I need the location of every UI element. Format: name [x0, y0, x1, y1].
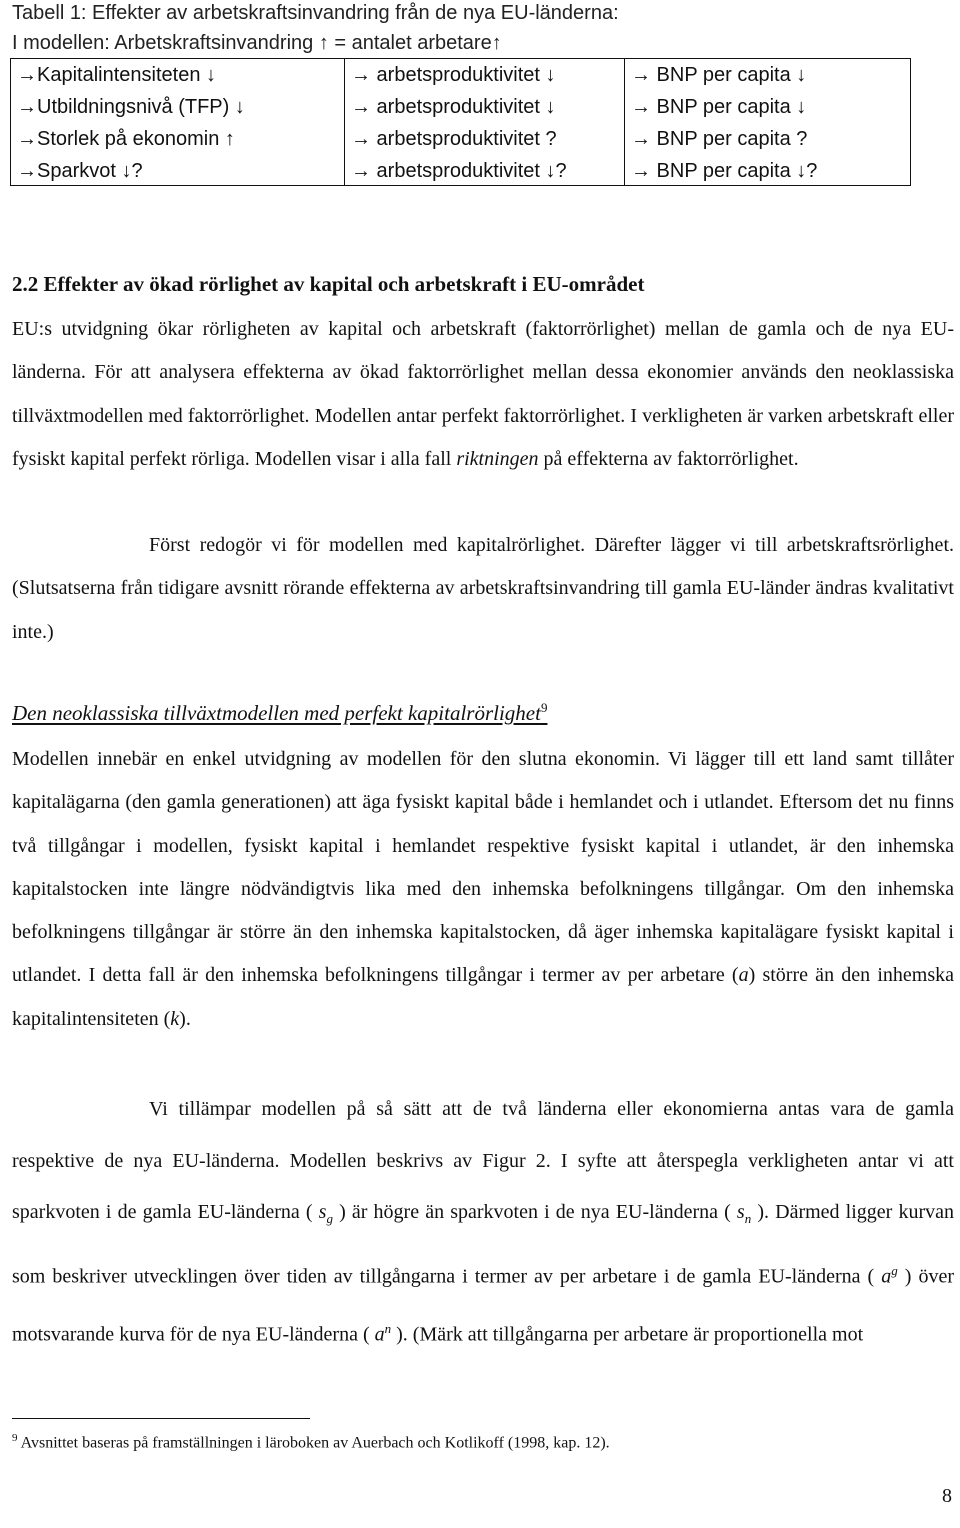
section-heading: 2.2 Effekter av ökad rörlighet av kapital och arbetskraft i EU-området — [12, 272, 645, 296]
paragraph-text: EU:s utvidgning ökar rörligheten av kapital och arbetskraft (faktorrörlighet) mellan de gamla och de nya EU-länderna. För att analysera effekterna av ökad faktorrörlighet mellan dessa ekonomier används den neoklassiska tillväxtmodellen med faktorrörlighet. Modellen antar perfekt faktorrörlighet. I verkligheten är varken arbetskraft eller fysiskt kapital perfekt rörliga. Modellen visar i alla fall — [12, 318, 954, 470]
table-cell: →Kapitalintensiteten ↓ — [17, 64, 217, 86]
paragraph-text: ) är högre än sparkvoten i de nya EU-länderna ( — [332, 1201, 737, 1223]
math-subscript: n — [744, 1211, 752, 1226]
math-symbol: a — [881, 1265, 892, 1288]
math-symbol: s — [318, 1201, 327, 1223]
paragraph-text: Modellen innebär en enkel utvidgning av modellen för den slutna ekonomin. Vi lägger till ett land samt tillåter kapitalägarna (den gamla generationen) att äga fysiskt kapital både i hemlandet och i utlandet. Eftersom det nu finns två tillgångar i modellen, fysiskt kapital i hemlandet respektive fysiskt kapital i utlandet, är den inhemska kapitalstocken inte längre nödvändigtvis lika med den inhemska befolkningens tillgångar. Om den inhemska befolkningens tillgångar är större än den inhemska kapitalstocken, då äger inhemska kapitalägare fysiskt kapital i utlandet. I detta fall är den inhemska befolkningens tillgångar i termer av per arbetare ( — [12, 748, 954, 987]
page-number: 8 — [942, 1485, 952, 1507]
table-cell: → arbetsproduktivitet ↓ — [351, 96, 556, 118]
body-paragraph: Först redogör vi för modellen med kapitalrörlighet. Därefter lägger vi till arbetskraftsrörlighet. (Slutsatserna från tidigare avsnitt rörande effekterna av arbetskraftsinvandring till gamla EU-länder ändras kvalitativt inte.) — [12, 534, 954, 643]
math-symbol: a — [738, 964, 749, 987]
body-paragraph — [12, 308, 954, 481]
footnote-mark: 9 — [12, 1432, 18, 1444]
body-paragraph — [12, 738, 954, 1041]
table-row — [11, 59, 910, 91]
math-symbol: k — [170, 1007, 180, 1030]
paragraph-text: på effekterna av faktorrörlighet. — [538, 447, 799, 470]
math-superscript: g — [891, 1262, 898, 1278]
table-cell: → arbetsproduktivitet ↓ — [351, 64, 556, 86]
math-subscript: g — [326, 1211, 333, 1226]
table-cell: → arbetsproduktivitet ? — [351, 128, 557, 150]
table-row — [11, 123, 910, 155]
paragraph-text: ). (Märk att tillgångarna per arbetare är proportionella mot — [391, 1323, 864, 1346]
paragraph-text: ) större än den inhemska kapitalintensiteten ( — [12, 964, 954, 1030]
table-row — [11, 155, 910, 187]
math-superscript: n — [384, 1320, 392, 1336]
table-caption-model: I modellen: Arbetskraftsinvandring ↑ = antalet arbetare↑ — [12, 32, 502, 54]
math-symbol: a — [374, 1323, 385, 1346]
math-symbol: s — [736, 1201, 745, 1223]
table-cell: →Storlek på ekonomin ↑ — [17, 128, 235, 150]
footnote-reference: 9 — [540, 700, 548, 715]
table-cell: → BNP per capita ↓ — [631, 64, 807, 86]
emphasis-text: riktningen — [456, 447, 539, 470]
paragraph-text: ) över motsvarande kurva för de nya EU-länderna ( — [12, 1265, 954, 1346]
paragraph-text: Vi tillämpar modellen på så sätt att de två länderna eller ekonomierna antas vara de gamla respektive de nya EU-länderna. Modellen beskrivs av Figur 2. I syfte att återspegla verkligheten antar vi att sparkvoten i de gamla EU-länderna ( — [12, 1098, 954, 1223]
table-cell: →Utbildningsnivå (TFP) ↓ — [17, 96, 245, 118]
subsection-heading — [12, 700, 547, 726]
table-cell: → BNP per capita ↓? — [631, 160, 818, 182]
table-cell: → BNP per capita ↓ — [631, 96, 807, 118]
table-cell: → arbetsproduktivitet ↓? — [351, 160, 567, 182]
footnote — [12, 1432, 610, 1452]
subsection-heading-text: Den neoklassiska tillväxtmodellen med perfekt kapitalrörlighet — [12, 701, 541, 725]
table-caption-title: Tabell 1: Effekter av arbetskraftsinvandring från de nya EU-länderna: — [12, 2, 619, 24]
table-cell: →Sparkvot ↓? — [17, 160, 143, 182]
footnote-divider — [12, 1418, 310, 1419]
effects-table — [10, 58, 911, 186]
table-row — [11, 91, 910, 123]
paragraph-text: ). — [179, 1007, 191, 1030]
table-cell: → BNP per capita ? — [631, 128, 808, 150]
footnote-text: Avsnittet baseras på framställningen i läroboken av Auerbach och Kotlikoff (1998, kap. 12). — [20, 1434, 610, 1452]
body-paragraph — [12, 1084, 954, 1361]
paragraph-text: ). Därmed ligger kurvan som beskriver utvecklingen över tiden av tillgångarna i termer av per arbetare i de gamla EU-länderna ( — [12, 1201, 954, 1288]
